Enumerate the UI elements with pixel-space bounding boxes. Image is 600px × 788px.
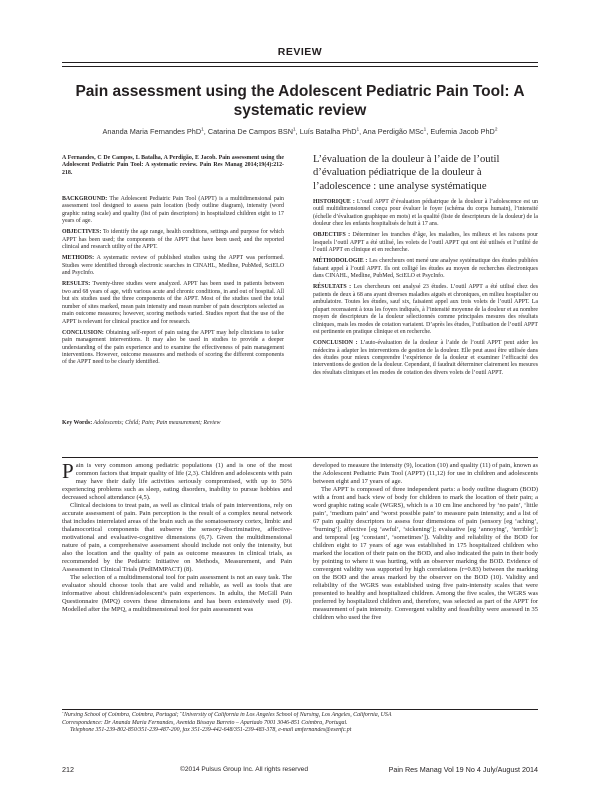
abstract-heading: OBJECTIFS : — [313, 232, 351, 239]
body-paragraph: developed to measure the intensity (9), location (10) and quality (11) of pain, known as the Adolescent Pediatric Pain Tool (APPT) (11,12) for use in children and adolescents between eight and 17 years of age. — [313, 462, 538, 486]
author: Eufemia Jacob PhD$^2$ — [430, 127, 498, 136]
footnotes — [62, 712, 538, 735]
abstract-paragraph: RÉSULTATS : Les chercheurs ont analysé 23 études. L’outil APPT a été utilisé chez des patients de deux à 68 ans ayant diverses maladies aiguës et chroniques, en milieu hospitalier ou ambulatoire. Toutes les études, sauf six, faisaient appel aux trois volets de l’outil APPT. La plupart recensaient à tous les foyers indiqués, à l’intensité moyenne de la douleur et au nombre moyen de descripteurs de la douleur sélectionnés comme principales mesures des résultats cliniques, mais les modes de cotation variaient. D’après les études, l’utilisation de l’outil APPT est pertinente en pratique clinique et en recherche. — [313, 284, 538, 336]
abstract-paragraph: OBJECTIVES: To identify the age range, health conditions, settings and purpose for which APPT has been used; the components of the APPT that have been used; and the reported clinical and research utility of the APPT. — [62, 229, 284, 251]
keywords — [62, 420, 284, 427]
citation: A Fernandes, C De Campos, L Batalha, A Perdigão, E Jacob. Pain assessment using the Adolescent Pediatric Pain Tool: A systematic review. Pain Res Manag 2014;19(4):212-218. — [62, 155, 284, 176]
affiliations: $^1$Nursing School of Coimbra, Coimbra, Portugal; $^2$University of California in Los Angeles School of Nursing, Los Angeles, California, USA — [62, 712, 392, 718]
header-rule — [62, 62, 538, 63]
author-list: Ananda Maria Fernandes PhD$^1$, Catarina De Campos BSN$^1$, Luís Batalha PhD$^1$, Ana Perdigão MSc$^1$, Eufemia Jacob PhD$^2$ — [102, 127, 498, 136]
footnote-divider — [62, 709, 538, 710]
abstract-heading: RESULTS: — [62, 281, 91, 288]
drop-cap: P — [62, 459, 74, 483]
abstract-heading: HISTORIQUE : — [313, 199, 355, 205]
abstract-heading: BACKGROUND: — [62, 196, 108, 202]
abstract-paragraph: OBJECTIFS : Déterminer les tranches d’âge, les maladies, les milieux et les raisons pour lesquels l’outil APPT a été utilisé, les volets de l’outil APPT qui ont été utilisés et l’utilité de l’outil APPT en clinique et en recherche. — [313, 232, 539, 254]
abstract-divider — [62, 457, 538, 458]
abstract-heading: METHODS: — [62, 255, 95, 262]
author: Ananda Maria Fernandes PhD$^1$ — [102, 127, 204, 136]
author: Ana Perdigão MSc$^1$ — [362, 127, 427, 136]
section-label: REVIEW — [277, 46, 323, 58]
author: Luís Batalha PhD$^1$ — [299, 127, 360, 136]
abstract-heading: RÉSULTATS : — [313, 284, 352, 291]
body-paragraph: Clinical decisions to treat pain, as well as clinical trials of pain interventions, rely on accurate assessment of pain. Pain perception is the result of a complex neural network that includes interrelated areas of the brain such as the somatosensory cortex, limbic and thalamocortical components that subserve the sensory-discriminative, affective-motivational and evaluative-cognitive dimensions (6,7). Given the multidimensional nature of pain, a comprehensive assessment should include not only the intensity, but also the location and the quality of pain as outcome measures in clinical trials, as recommended by the Pediatric Initiative on Methods, Measurement, and Pain Assessment in Clinical Trials (PedIMMPACT) (8). — [62, 502, 292, 574]
journal-info: Pain Res Manag Vol 19 No 4 July/August 2014 — [388, 765, 538, 774]
header-rule-2 — [62, 66, 538, 67]
abstract-paragraph: BACKGROUND: The Adolescent Pediatric Pain Tool (APPT) is a multidimensional pain assessment tool designed to assess pain location (body outline diagram), intensity (word graphic rating scale) and quality (list of pain descriptors) in hospitalized children eight to 17 years of age. — [62, 196, 284, 225]
body-paragraph: The APPT is composed of three independent parts: a body outline diagram (BOD) with a front and back view of body for children to mark the location of their pain; a word graphic rating scale (WGRS), which is a 10 cm line anchored by ‘no pain’, ‘little pain’, ‘medium pain’ and ‘worst possible pain’ to measure pain intensity; and a list of 67 pain quality descriptors to assess four dimensions of pain (sensory [eg ‘aching’, ‘burning’]; affective [eg ‘awful’, ‘sickening’]; evaluative [eg ‘annoying’, ‘terrible’]; and temporal [eg ‘constant’, ‘sometimes’]). Validity and reliability of the BOD for children eight to 17 years of age was established in 175 hospitalized children who marked the location of their pain on the BOD, and also indicated the pain in their body by pointing to where it was hurting, with an observer marking the BOD. Evidence of convergent validity was supported by high correlations (r=0.83) between the marking on the BOD and the areas marked by the observer on the BOD (10). Validity and reliability of the WGRS was established using five pain-intensity scales that were presented to healthy and hospitalized children. Among the five scales, the WGRS was preferred by hospitalized children and, therefore, was selected as part of the APPT for measurement of pain intensity. Convergent validity and feasibility were assessed in 35 children who used the five — [313, 486, 538, 622]
abstract-heading: CONCLUSION : — [313, 340, 358, 347]
body-column-right — [313, 462, 538, 622]
abstract-heading: OBJECTIVES: — [62, 229, 102, 236]
body-column-left — [62, 459, 292, 614]
abstract-paragraph: METHODS: A systematic review of published studies using the APPT was performed. Studies were identified through electronic searches in CINAHL, Medline, PubMed, SciELO and PsycInfo. — [62, 255, 284, 277]
body-paragraph: The selection of a multidimensional tool for pain assessment is not an easy task. The evaluator should choose tools that are valid and reliable, as well as tools that are informative about children/adolescent’s pain experiences. In adults, the McGill Pain Questionnaire (MPQ) covers these dimensions and has been extensively used (9). Modelled after the MPQ, a multidimensional tool for pain assessment was — [62, 574, 292, 614]
author: Catarina De Campos BSN$^1$ — [207, 127, 296, 136]
abstract-heading: MÉTHODOLOGIE : — [313, 258, 368, 265]
page-number: 212 — [62, 765, 74, 774]
copyright: ©2014 Pulsus Group Inc. All rights reserved — [180, 766, 309, 773]
keywords-text: Adolescents; Child; Pain; Pain measurement; Review — [92, 420, 221, 426]
abstract-french — [313, 199, 538, 381]
abstract-paragraph: RESULTS: Twenty-three studies were analyzed. APPT has been used in patients between two and 68 years of age, with various acute and chronic conditions, in and out of hospital. All but six studies used the three components of the APPT. Most of the studies used the total number of sites marked, mean pain intensity and mean number of pain descriptors selected as main outcome measures; however, scoring methods varied. Studies report that the use of the APPT is relevant for clinical practice and for research. — [62, 281, 284, 325]
article-title: Pain assessment using the Adolescent Pediatric Pain Tool: A systematic review — [75, 83, 525, 119]
keywords-label: Key Words: — [62, 420, 93, 426]
abstract-paragraph: MÉTHODOLOGIE : Les chercheurs ont mené une analyse systématique des études publiées faisant appel à l’outil APPT. Ils ont colligé les études au moyen de recherches électroniques dans CINAHL, Medline, PubMed, SciELO et PsycInfo. — [313, 258, 539, 280]
abstract-heading: CONCLUSION: — [62, 329, 104, 336]
french-title: L’évaluation de la douleur à l’aide de l’outil d’évaluation pédiatrique de la douleur à l’adolescence : une analyse systématique — [313, 154, 500, 192]
contact-info: Telephone 351-239-802-850/351-239-487-200, fax 351-239-442-648/351-239-483-378, e-mail amfernandes@esenfc.pt — [70, 727, 352, 734]
abstract-english — [62, 196, 284, 370]
abstract-paragraph: CONCLUSION: Obtaining self-report of pain using the APPT may help clinicians to tailor pain management interventions. It may also be used in studies to provide a deeper understanding of the pain experience and to examine the effectiveness of pain management interventions. However, outcome measures and methods of scoring the different components of the APPT need to be clearly identified. — [62, 329, 284, 366]
body-paragraph: Pain is very common among pediatric populations (1) and is one of the most common factors that impair quality of life (2,3). Children and adolescents with pain may have their daily life activities seriously compromised, with up to 50% experiencing problems such as sleep, eating disorders, inability to pursue hobbies and decreased school attendance (4,5). — [62, 459, 292, 502]
correspondence: Correspondence: Dr Ananda Maria Fernandes, Avenida Bissaya Barreto – Apartado 7001 3046-851 Coimbra, Portugal. — [62, 719, 348, 726]
abstract-paragraph: HISTORIQUE : L’outil APPT d’évaluation pédiatrique de la douleur à l’adolescence est un outil multidimensionnel conçu pour évaluer le foyer (schéma du corps humain), l’intensité (échelle d’évaluation graphique en mots) et la qualité (liste de descripteurs de la douleur) de la douleur chez les enfants hospitalisés de huit à 17 ans. — [313, 199, 538, 228]
abstract-paragraph: CONCLUSION : L’auto-évaluation de la douleur à l’aide de l’outil APPT peut aider les médecins à adapter les interventions de gestion de la douleur. Elle peut aussi être utilisée dans des études pour mieux comprendre l’expérience de la douleur et examiner l’efficacité des interventions de gestion de la douleur. Cependant, il faudrait déterminer clairement les mesures des résultats cliniques et les modes de cotation des divers volets de l’outil APPT. — [313, 340, 538, 376]
